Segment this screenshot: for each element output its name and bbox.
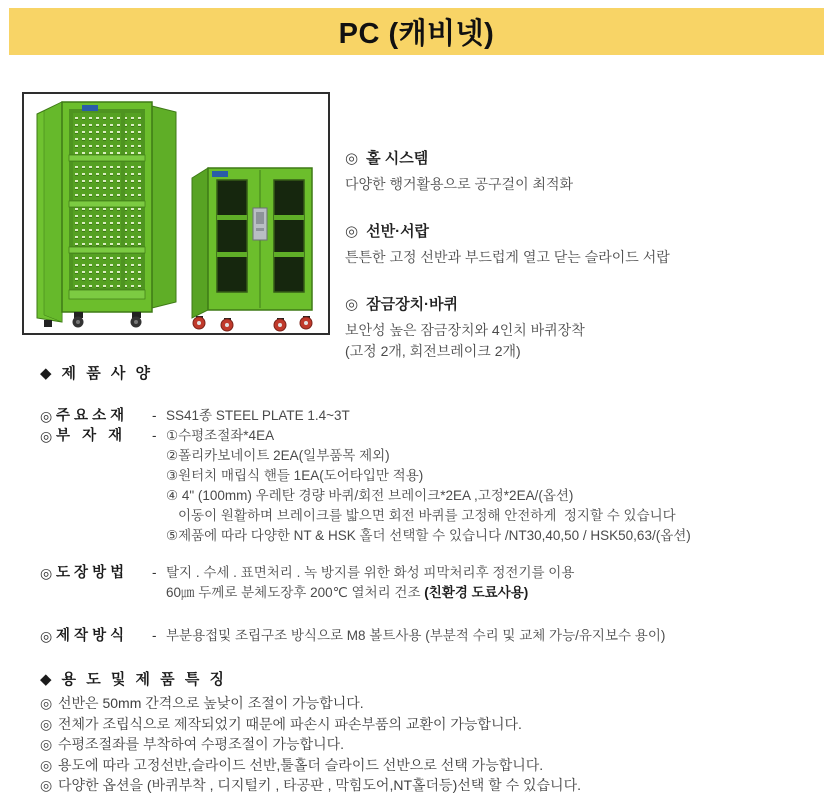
short-cabinet-casters <box>193 316 312 331</box>
usage-bullet: ◎ 용도에 따라 고정선반,슬라이드 선반,툴홀더 슬라이드 선반으로 선택 가능합니다. <box>40 755 820 776</box>
double-circle-bullet: ◎ <box>345 296 359 313</box>
spec-label: 도 장 방 법 <box>56 565 125 581</box>
spec-value: 탈지 . 수세 . 표면처리 . 녹 방지를 위한 화성 피막처리후 정전기를 이용 <box>166 565 575 580</box>
spec-label: 제 작 방 식 <box>56 628 125 644</box>
spec-label: 주 요 소 재 <box>56 408 125 424</box>
spec-value: ①수평조절좌*4EA <box>166 428 275 443</box>
double-circle-bullet: ◎ <box>40 736 53 752</box>
spec-value: 부분용접및 조립구조 방식으로 M8 볼트사용 (부분적 수리 및 교체 가능/유지보수 용이) <box>166 628 666 643</box>
spec-row-material <box>40 406 820 426</box>
spec-section <box>40 362 820 796</box>
spec-section-heading: ◆ 제 품 사 양 <box>40 365 154 382</box>
feature-hole-system <box>345 147 815 195</box>
spec-subline: ③원터치 매립식 핸들 1EA(도어타입만 적용) <box>166 468 424 483</box>
spacer <box>40 603 820 626</box>
short-cabinet <box>192 168 312 331</box>
tall-cabinet <box>37 102 176 328</box>
spec-subline: 60㎛ 두께로 분체도장후 200℃ 열처리 건조 (친환경 도료사용) <box>166 585 529 600</box>
feature-shelf-drawer <box>345 220 815 268</box>
spacer <box>40 383 820 406</box>
page-title: PC (캐비넷) <box>338 18 495 50</box>
double-circle-bullet: ◎ <box>40 428 53 444</box>
double-circle-bullet: ◎ <box>40 565 53 581</box>
spec-subline: 이동이 원활하며 브레이크를 밟으면 회전 바퀴를 고정해 안전하게 정지할 수 있습니다 <box>178 508 676 523</box>
spacer <box>40 646 820 668</box>
double-circle-bullet: ◎ <box>40 408 53 424</box>
diamond-bullet: ◆ <box>40 365 52 382</box>
feature-lock-wheel <box>345 293 815 362</box>
double-circle-bullet: ◎ <box>40 756 53 773</box>
feature-description: 다양한 행거활용으로 공구걸이 최적화 <box>345 176 574 192</box>
lock-handle <box>253 208 267 240</box>
usage-bullet: ◎ 전체가 조립식으로 제작되었기 때문에 파손시 파손부품의 교환이 가능합니다. <box>40 714 820 735</box>
spec-subline: ⑤제품에 따라 다양한 NT & HSK 홀더 선택할 수 있습니다 /NT30,40,50 / HSK50,63/(옵션) <box>166 528 691 543</box>
spec-row-paint <box>40 563 820 583</box>
product-photo-box <box>22 92 330 335</box>
spec-value: SS41종 STEEL PLATE 1.4~3T <box>166 408 350 423</box>
dash: - <box>152 628 157 643</box>
double-circle-bullet: ◎ <box>40 777 53 793</box>
dash: - <box>152 428 157 443</box>
diamond-bullet: ◆ <box>40 671 52 688</box>
header-banner <box>9 8 824 55</box>
usage-bullet: ◎ 선반은 50mm 간격으로 높낮이 조절이 가능합니다. <box>40 693 820 714</box>
spacer <box>40 546 820 563</box>
spec-label: 부 자 재 <box>56 428 123 444</box>
brand-label <box>82 105 98 111</box>
dash: - <box>152 408 157 423</box>
double-circle-bullet: ◎ <box>345 150 359 167</box>
double-circle-bullet: ◎ <box>40 695 53 711</box>
feature-description: 보안성 높은 잠금장치와 4인치 바퀴장착 <box>345 322 585 338</box>
double-circle-bullet: ◎ <box>40 628 53 644</box>
product-photo <box>24 94 328 333</box>
door-window-left <box>217 180 247 292</box>
spec-row-method <box>40 626 820 646</box>
usage-bullet: ◎ 다양한 옵션을 (바퀴부착 , 디지털키 , 타공판 , 막힘도어,NT홀더등)선택 할 수 있습니다. <box>40 775 820 796</box>
feature-title: ◎ 홀 시스템 <box>345 150 429 167</box>
usage-bullet: ◎ 수평조절좌를 부착하여 수평조절이 가능합니다. <box>40 734 820 755</box>
feature-description: 튼튼한 고정 선반과 부드럽게 열고 닫는 슬라이드 서랍 <box>345 249 670 265</box>
feature-description: (고정 2개, 회전브레이크 2개) <box>345 343 521 359</box>
double-circle-bullet: ◎ <box>345 223 359 240</box>
dash: - <box>152 565 157 580</box>
feature-title: ◎ 잠금장치·바퀴 <box>345 296 459 313</box>
door-window-right <box>274 180 304 292</box>
feature-list <box>345 147 815 387</box>
spec-subline: ②폴리카보네이트 2EA(일부품목 제외) <box>166 448 390 463</box>
usage-section-heading: ◆ 용 도 및 제 품 특 징 <box>40 671 227 688</box>
eco-paint-note: (친환경 도료사용) <box>424 585 529 600</box>
usage-bullet-list <box>40 693 820 796</box>
brand-label <box>212 171 228 177</box>
spec-subline: ④ 4" (100mm) 우레탄 경량 바퀴/회전 브레이크*2EA ,고정*2EA/(옵션) <box>166 488 574 503</box>
double-circle-bullet: ◎ <box>40 715 53 732</box>
spec-row-parts <box>40 426 820 446</box>
feature-title: ◎ 선반·서랍 <box>345 223 430 240</box>
